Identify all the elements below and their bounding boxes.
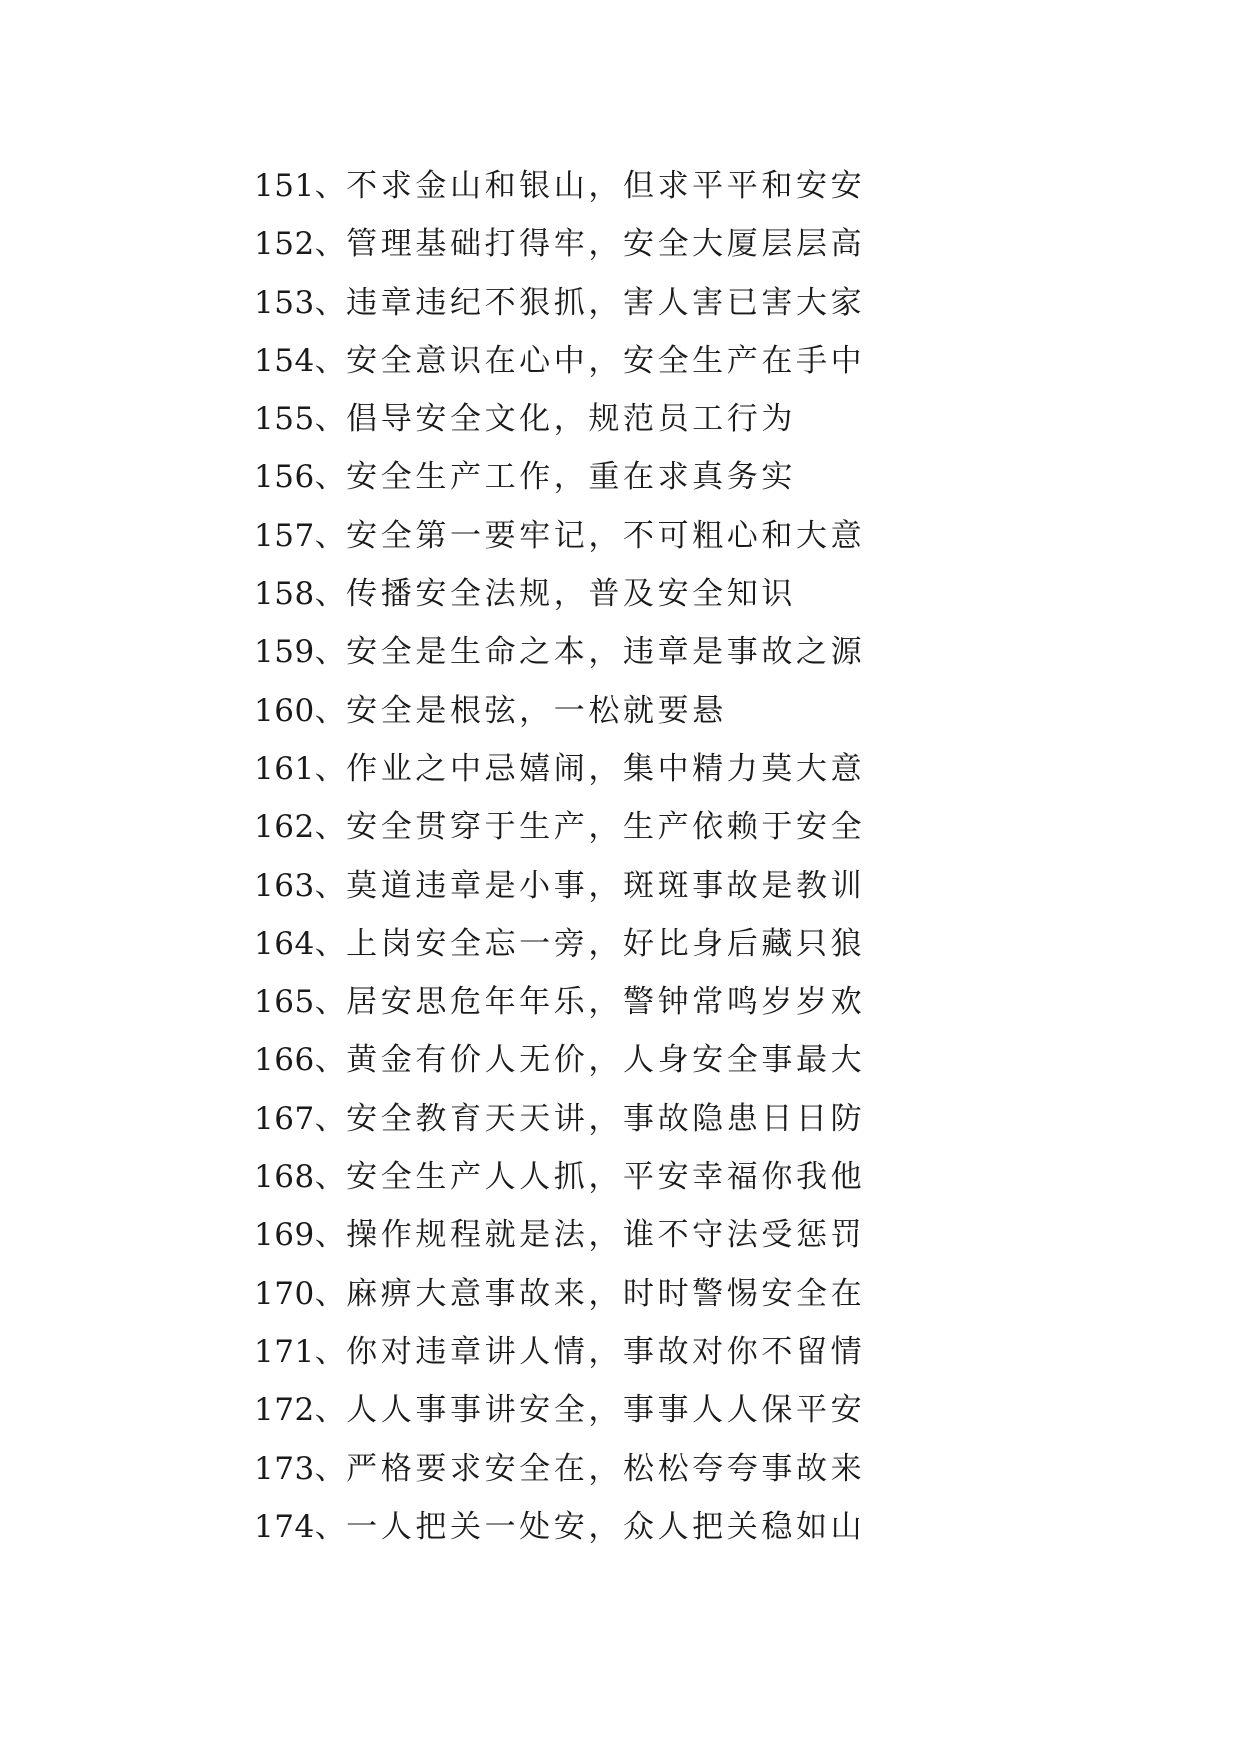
item-text: 操作规程就是法，谁不守法受惩罚 (346, 1217, 866, 1254)
list-item (254, 215, 1154, 273)
item-number: 157、 (254, 517, 347, 554)
item-text: 作业之中忌嬉闹，集中精力莫大意 (346, 750, 866, 787)
item-number: 161、 (254, 750, 347, 787)
item-text: 安全教育天天讲，事故隐患日日防 (346, 1100, 866, 1137)
list-item (254, 1148, 1154, 1206)
item-text: 传播安全法规，普及安全知识 (346, 576, 796, 613)
list-item (254, 1265, 1154, 1323)
list-item (254, 1440, 1154, 1498)
item-number: 164、 (254, 925, 347, 962)
item-number: 151、 (254, 168, 347, 204)
item-text: 倡导安全文化，规范员工行为 (346, 401, 796, 438)
list-item (254, 448, 1154, 506)
item-text: 一人把关一处安，众人把关稳如山 (346, 1508, 866, 1545)
list-item (254, 623, 1154, 681)
list-item (254, 274, 1154, 332)
item-number: 155、 (254, 401, 347, 438)
item-text: 安全是根弦，一松就要悬 (346, 692, 727, 729)
item-text: 不求金山和银山，但求平平和安安 (346, 168, 866, 204)
item-number: 168、 (254, 1159, 347, 1196)
item-number: 154、 (254, 342, 347, 379)
item-text: 麻痹大意事故来，时时警惕安全在 (346, 1275, 866, 1312)
item-number: 158、 (254, 576, 347, 613)
item-number: 173、 (254, 1450, 347, 1487)
item-number: 163、 (254, 867, 347, 904)
item-number: 162、 (254, 809, 347, 846)
list-item (254, 565, 1154, 623)
item-number: 170、 (254, 1275, 347, 1312)
item-text: 黄金有价人无价，人身安全事最大 (346, 1042, 866, 1079)
list-item (254, 1090, 1154, 1148)
list-item (254, 157, 1154, 215)
list-item (254, 1381, 1154, 1439)
list-item (254, 1206, 1154, 1264)
list-item (254, 390, 1154, 448)
item-number: 166、 (254, 1042, 347, 1079)
list-item (254, 332, 1154, 390)
item-number: 159、 (254, 634, 347, 671)
item-number: 167、 (254, 1100, 347, 1137)
item-text: 严格要求安全在，松松夸夸事故来 (346, 1450, 866, 1487)
list-item (254, 798, 1154, 856)
item-text: 安全第一要牢记，不可粗心和大意 (346, 517, 866, 554)
list-item (254, 507, 1154, 565)
item-number: 169、 (254, 1217, 347, 1254)
item-number: 174、 (254, 1508, 347, 1545)
item-text: 人人事事讲安全，事事人人保平安 (346, 1392, 866, 1429)
item-text: 违章违纪不狠抓，害人害已害大家 (346, 284, 866, 321)
list-item (254, 1498, 1154, 1556)
list-item (254, 1323, 1154, 1381)
list-item (254, 857, 1154, 915)
item-text: 安全是生命之本，违章是事故之源 (346, 634, 866, 671)
list-item (254, 682, 1154, 740)
item-number: 156、 (254, 459, 347, 496)
item-text: 居安思危年年乐，警钟常鸣岁岁欢 (346, 984, 866, 1021)
item-text: 安全生产人人抓，平安幸福你我他 (346, 1159, 866, 1196)
item-number: 152、 (254, 226, 347, 263)
item-text: 上岗安全忘一旁，好比身后藏只狼 (346, 925, 866, 962)
item-text: 管理基础打得牢，安全大厦层层高 (346, 226, 866, 263)
item-number: 153、 (254, 284, 347, 321)
list-item (254, 1031, 1154, 1089)
item-number: 165、 (254, 984, 347, 1021)
item-number: 171、 (254, 1333, 347, 1370)
list-item (254, 915, 1154, 973)
item-text: 莫道违章是小事，斑斑事故是教训 (346, 867, 866, 904)
list-item (254, 973, 1154, 1031)
slogan-list (254, 157, 1154, 1556)
item-text: 安全生产工作，重在求真务实 (346, 459, 796, 496)
item-text: 安全贯穿于生产，生产依赖于安全 (346, 809, 866, 846)
item-text: 你对违章讲人情，事故对你不留情 (346, 1333, 866, 1370)
item-text: 安全意识在心中，安全生产在手中 (346, 342, 866, 379)
item-number: 172、 (254, 1392, 347, 1429)
list-item (254, 740, 1154, 798)
item-number: 160、 (254, 692, 347, 729)
